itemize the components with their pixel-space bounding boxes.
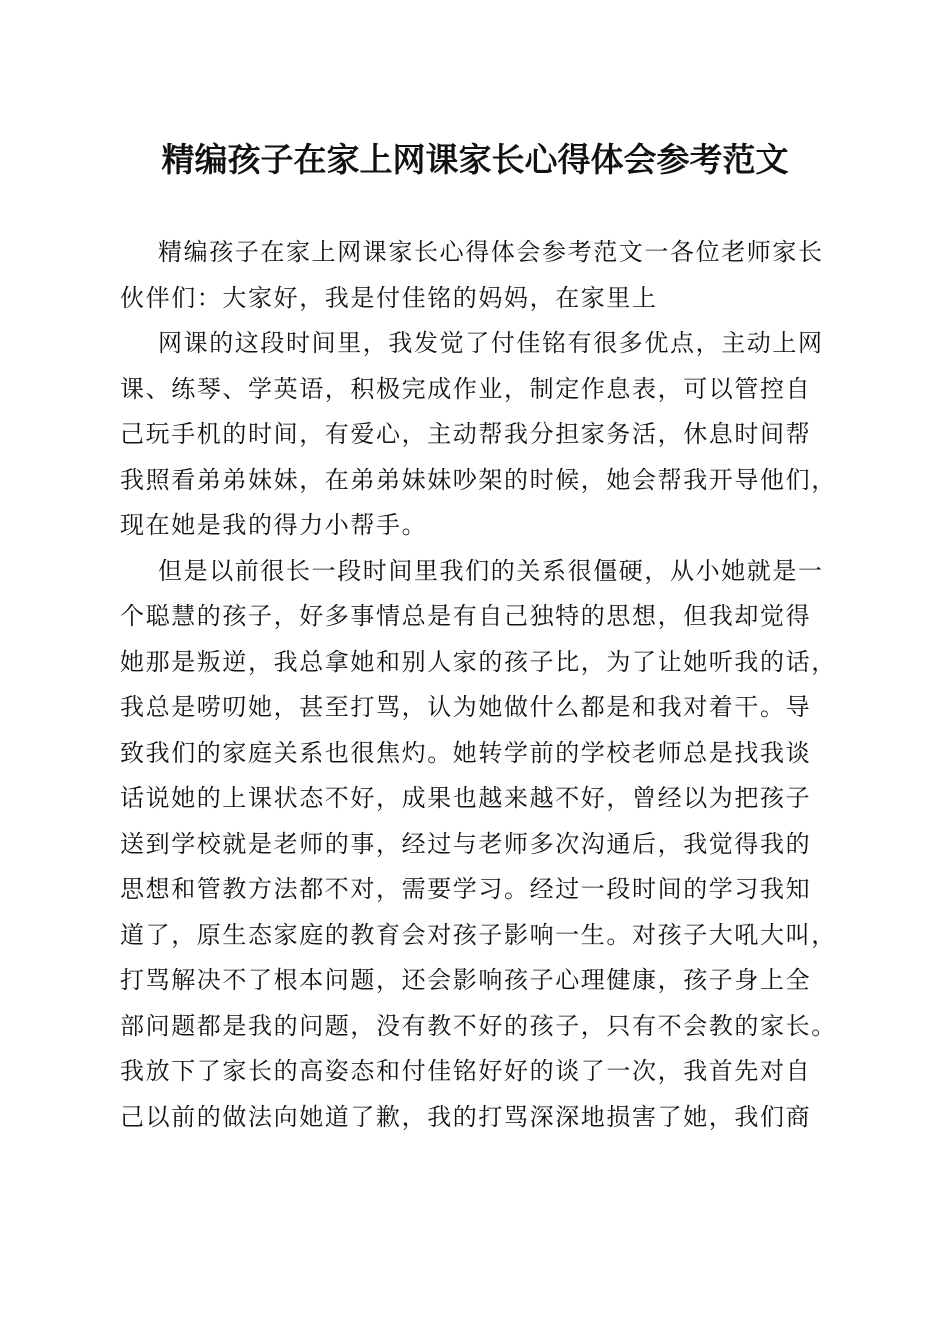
paragraph-3-line-4: 我总是唠叨她，甚至打骂，认为她做什么都是和我对着干。导 <box>120 693 812 721</box>
paragraph-3-line-5: 致我们的家庭关系也很焦灼。她转学前的学校老师总是找我谈 <box>120 738 812 767</box>
paragraph-1-line-1: 精编孩子在家上网课家长心得体会参考范文一各位老师家长 <box>158 238 824 266</box>
paragraph-3-line-3: 她那是叛逆，我总拿她和别人家的孩子比，为了让她听我的话， <box>120 647 837 676</box>
paragraph-2-line-1: 网课的这段时间里，我发觉了付佳铭有很多优点，主动上网 <box>158 329 824 357</box>
paragraph-3-line-12: 我放下了家长的高姿态和付佳铭好好的谈了一次，我首先对自 <box>120 1057 812 1085</box>
paragraph-3-line-10: 打骂解决不了根本问题，还会影响孩子心理健康，孩子身上全 <box>120 966 812 994</box>
paragraph-2-line-2: 课、练琴、学英语，积极完成作业，制定作息表，可以管控自 <box>120 374 812 403</box>
document-title: 精编孩子在家上网课家长心得体会参考范文 <box>161 140 789 179</box>
paragraph-2-line-3: 己玩手机的时间，有爱心，主动帮我分担家务活，休息时间帮 <box>120 420 812 448</box>
paragraph-3-line-9: 道了，原生态家庭的教育会对孩子影响一生。对孩子大吼大叫， <box>120 920 837 949</box>
paragraph-3-line-6: 话说她的上课状态不好，成果也越来越不好，曾经以为把孩子 <box>120 784 812 812</box>
paragraph-1-line-2: 伙伴们：大家好，我是付佳铭的妈妈，在家里上 <box>120 283 658 312</box>
paragraph-2-line-5: 现在她是我的得力小帮手。 <box>120 511 428 539</box>
paragraph-3-line-13: 己以前的做法向她道了歉，我的打骂深深地损害了她，我们商 <box>120 1102 812 1131</box>
paragraph-3-line-2: 个聪慧的孩子，好多事情总是有自己独特的思想，但我却觉得 <box>120 602 812 630</box>
paragraph-2-line-4: 我照看弟弟妹妹，在弟弟妹妹吵架的时候，她会帮我开导他们， <box>120 465 837 494</box>
paragraph-3-line-8: 思想和管教方法都不对，需要学习。经过一段时间的学习我知 <box>120 875 812 903</box>
paragraph-3-line-1: 但是以前很长一段时间里我们的关系很僵硬，从小她就是一 <box>158 556 824 585</box>
paragraph-3-line-11: 部问题都是我的问题，没有教不好的孩子，只有不会教的家长。 <box>120 1011 837 1040</box>
document-body <box>120 230 840 1140</box>
paragraph-3-line-7: 送到学校就是老师的事，经过与老师多次沟通后，我觉得我的 <box>120 829 812 858</box>
